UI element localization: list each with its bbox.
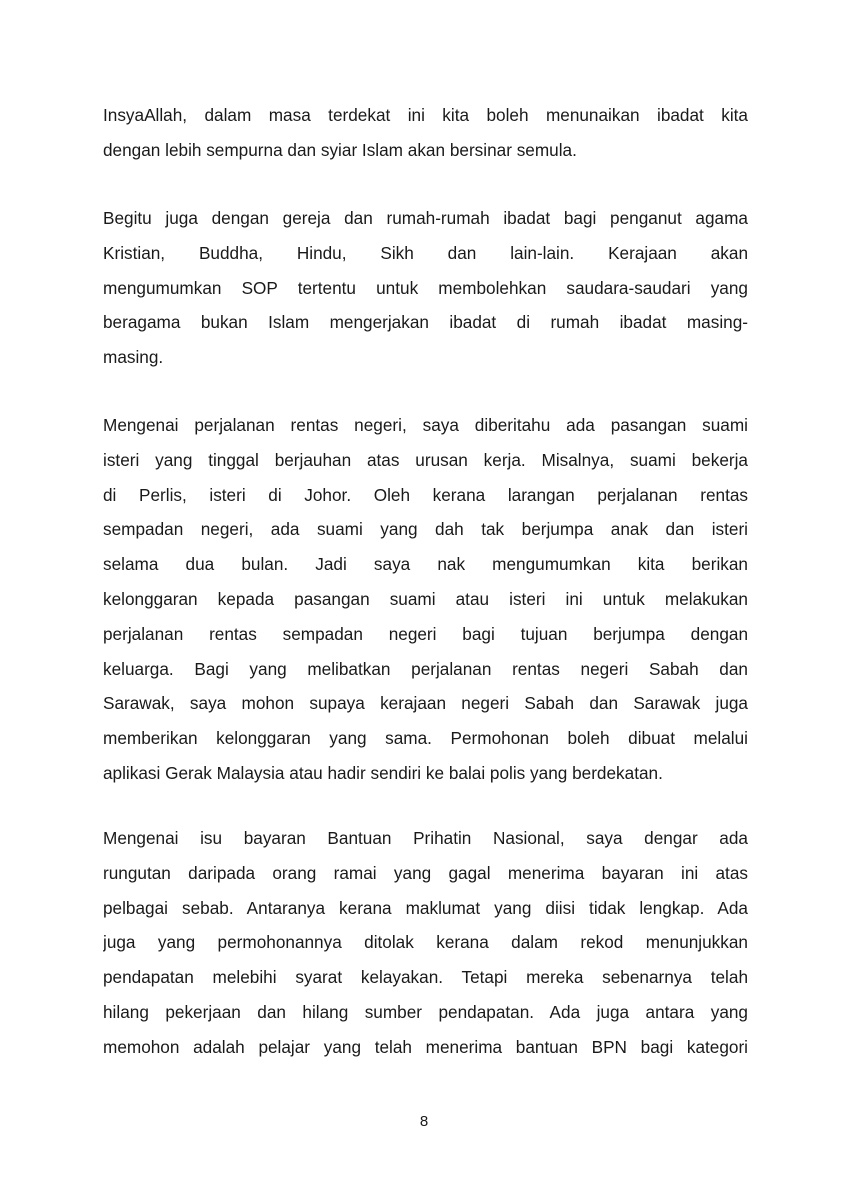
text-line: masing.: [103, 347, 164, 368]
text-line: Begitu juga dengan gereja dan rumah-rumah ibadat bagi penganut agama: [103, 208, 748, 228]
text-line: mengumumkan SOP tertentu untuk membolehkan saudara-saudari yang: [103, 277, 748, 298]
text-line: aplikasi Gerak Malaysia atau hadir sendiri ke balai polis yang berdekatan.: [103, 762, 663, 783]
text-line: InsyaAllah, dalam masa terdekat ini kita boleh menunaikan ibadat kita: [103, 105, 748, 125]
text-line: keluarga. Bagi yang melibatkan perjalanan rentas negeri Sabah dan: [103, 658, 748, 679]
text-line: rungutan daripada orang ramai yang gagal menerima bayaran ini atas: [103, 862, 748, 883]
text-line: Mengenai perjalanan rentas negeri, saya diberitahu ada pasangan suami: [103, 415, 748, 435]
text-line: hilang pekerjaan dan hilang sumber pendapatan. Ada juga antara yang: [103, 1001, 748, 1022]
text-line: di Perlis, isteri di Johor. Oleh kerana larangan perjalanan rentas: [103, 484, 748, 505]
text-line: pelbagai sebab. Antaranya kerana maklumat yang diisi tidak lengkap. Ada: [103, 897, 748, 918]
text-line: perjalanan rentas sempadan negeri bagi tujuan berjumpa dengan: [103, 623, 748, 644]
text-line: Kristian, Buddha, Hindu, Sikh dan lain-lain. Kerajaan akan: [103, 242, 748, 263]
text-line: sempadan negeri, ada suami yang dah tak berjumpa anak dan isteri: [103, 519, 748, 540]
paragraph-interstate-travel: [103, 408, 748, 791]
text-line: beragama bukan Islam mengerjakan ibadat di rumah ibadat masing-: [103, 312, 748, 333]
page-number: 8: [419, 1113, 429, 1130]
paragraph-houses-of-worship: [103, 201, 748, 375]
paragraph-worship-intro: [103, 98, 748, 168]
text-line: memberikan kelonggaran yang sama. Permohonan boleh dibuat melalui: [103, 728, 748, 749]
text-line: juga yang permohonannya ditolak kerana dalam rekod menunjukkan: [103, 932, 748, 953]
text-line: isteri yang tinggal berjauhan atas urusan kerja. Misalnya, suami bekerja: [103, 449, 748, 470]
text-line: Sarawak, saya mohon supaya kerajaan negeri Sabah dan Sarawak juga: [103, 693, 748, 714]
text-line: pendapatan melebihi syarat kelayakan. Tetapi mereka sebenarnya telah: [103, 967, 748, 988]
paragraph-bpn-payment: [103, 821, 748, 1065]
text-line: selama dua bulan. Jadi saya nak mengumumkan kita berikan: [103, 554, 748, 575]
text-line: dengan lebih sempurna dan syiar Islam akan bersinar semula.: [103, 139, 577, 160]
text-line: kelonggaran kepada pasangan suami atau isteri ini untuk melakukan: [103, 588, 748, 609]
text-line: memohon adalah pelajar yang telah menerima bantuan BPN bagi kategori: [103, 1036, 748, 1057]
text-line: Mengenai isu bayaran Bantuan Prihatin Nasional, saya dengar ada: [103, 828, 748, 848]
